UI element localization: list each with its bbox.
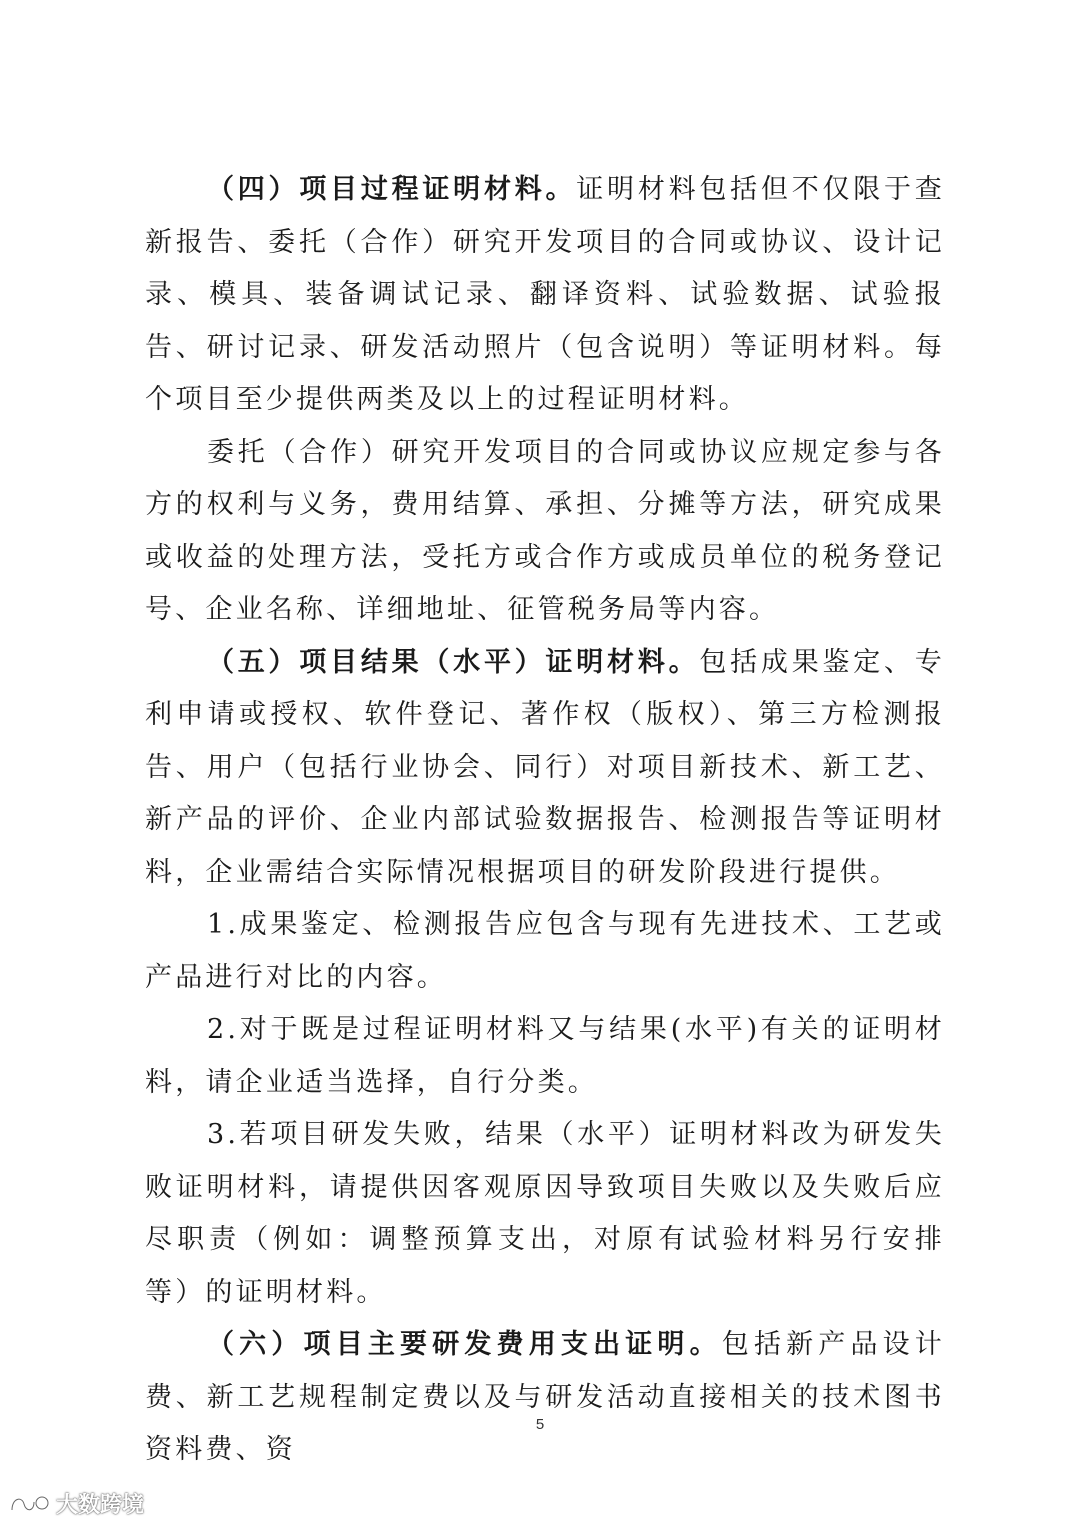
paragraph-process-proof: [145, 164, 945, 427]
paragraph-text: 3.若项目研发失败，结果（水平）证明材料改为研发失败证明材料，请提供因客观原因导致项目失败以及失败后应尽职责（例如：调整预算支出，对原有试验材料另行安排等）的证明材料。: [145, 1119, 945, 1308]
document-body: [145, 164, 945, 1477]
section-heading-4: （四）项目过程证明材料。: [207, 174, 577, 205]
section-heading-5: （五）项目结果（水平）证明材料。: [207, 646, 700, 678]
paragraph-expense-proof: [145, 1319, 945, 1477]
watermark-text: 大数跨境: [56, 1492, 145, 1518]
paragraph-contract-rules: [145, 427, 945, 637]
page-number: 5: [535, 1416, 545, 1433]
watermark: [8, 1488, 144, 1518]
list-item-2: [145, 1004, 945, 1109]
paragraph-result-proof: [145, 637, 945, 900]
list-item-3: [145, 1109, 945, 1319]
paragraph-text: 委托（合作）研究开发项目的合同或协议应规定参与各方的权利与义务，费用结算、承担、分摊等方法，研究成果或收益的处理方法，受托方或合作方或成员单位的税务登记号、企业名称、详细地址、征管税务局等内容。: [145, 436, 945, 625]
paragraph-text: 证明材料包括但不仅限于查新报告、委托（合作）研究开发项目的合同或协议、设计记录、模具、装备调试记录、翻译资料、试验数据、试验报告、研讨记录、研发活动照片（包含说明）等证明材料。每个项目至少提供两类及以上的过程证明材料。: [145, 174, 945, 415]
section-heading-6: （六）项目主要研发费用支出证明。: [207, 1329, 722, 1360]
list-item-1: [145, 899, 945, 1004]
paragraph-text: 1.成果鉴定、检测报告应包含与现有先进技术、工艺或产品进行对比的内容。: [145, 909, 945, 993]
paragraph-text: 包括成果鉴定、专利申请或授权、软件登记、著作权（版权）、第三方检测报告、用户（包括行业协会、同行）对项目新技术、新工艺、新产品的评价、企业内部试验数据报告、检测报告等证明材料，企业需结合实际情况根据项目的研发阶段进行提供。: [145, 646, 945, 888]
logo-icon: [8, 1490, 52, 1516]
paragraph-text: 2.对于既是过程证明材料又与结果(水平)有关的证明材料，请企业适当选择，自行分类。: [145, 1014, 945, 1098]
paragraph-text: 包括新产品设计费、新工艺规程制定费以及与研发活动直接相关的技术图书资料费、资: [145, 1329, 945, 1465]
